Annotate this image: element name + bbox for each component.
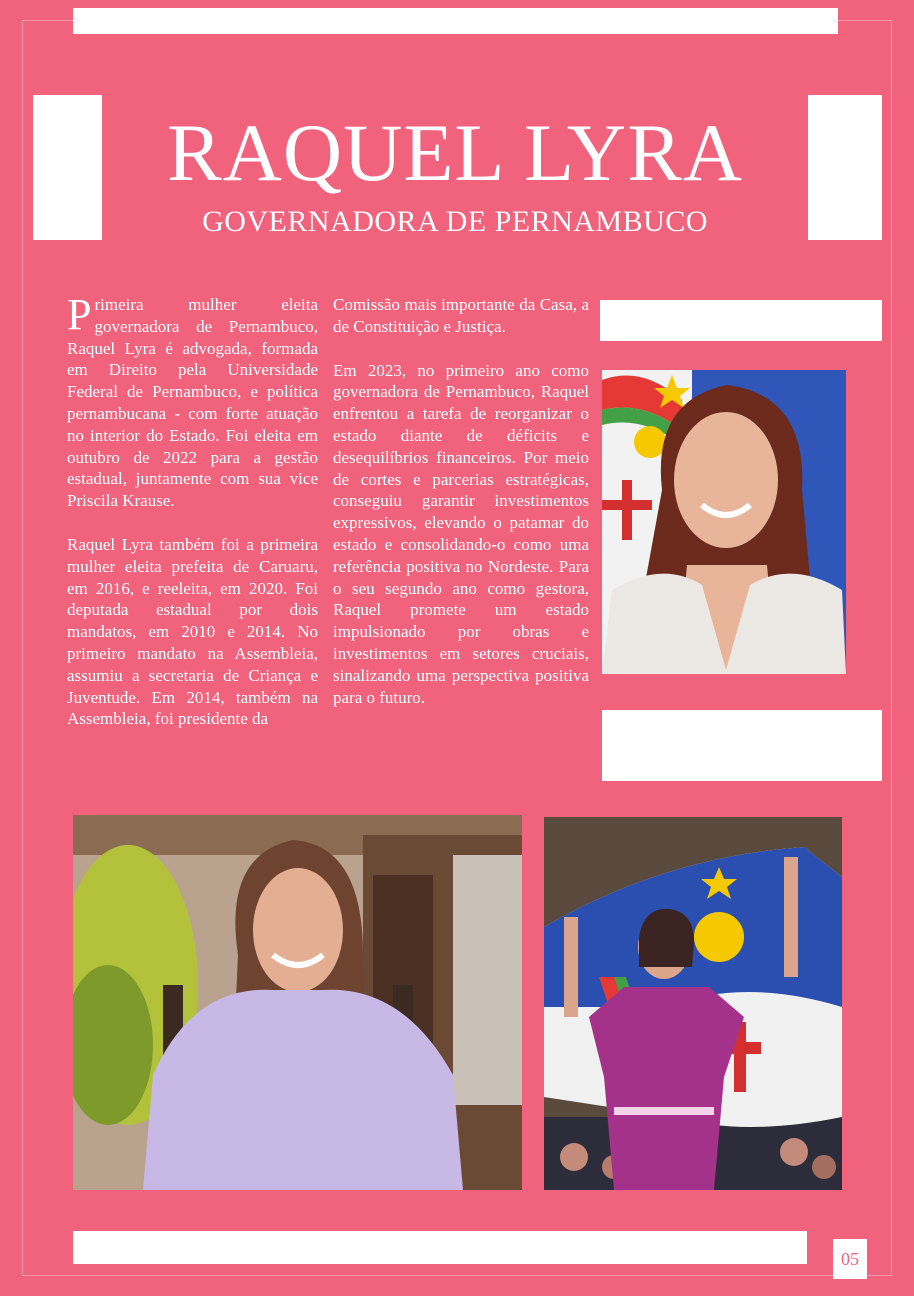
article-paragraph-4: Em 2023, no primeiro ano como governadora de Pernambuco, Raquel enfrentou a tarefa de reorganizar o estado diante de déficits e desequilíbrios financeiros. Por meio de cortes e parcerias estratégicas, conseguiu garantir investimentos expressivos, elevando o patamar do estado e consolidando-o como uma referência positiva no Nordeste. Para o seu segundo ano como gestora, Raquel promete um estado impulsionado por obras e investimentos em setores cruciais, sinalizando uma perspectiva positiva para o futuro. xyxy=(333,360,589,707)
portrait-photo xyxy=(602,370,846,674)
article-column-1 xyxy=(67,290,318,752)
sidebar-block-bottom xyxy=(602,710,882,781)
article-column-2 xyxy=(333,294,589,730)
article-paragraph-1 xyxy=(67,290,318,512)
sidebar-block-top xyxy=(600,300,882,341)
left-title-block xyxy=(33,95,102,240)
bottom-banner-block xyxy=(73,1231,807,1264)
article-paragraph-2: Raquel Lyra também foi a primeira mulher eleita prefeita de Caruaru, em 2016, e reeleita, em 2020. Foi deputada estadual por dois mandatos, em 2010 e 2014. No primeiro mandato na Assembleia, assumiu a secretaria de Criança e Juventude. Em 2014, também na Assembleia, foi presidente da xyxy=(67,534,318,729)
page-title: RAQUEL LYRA xyxy=(167,107,743,198)
article-paragraph-3: Comissão mais importante da Casa, a de Constituição e Justiça. xyxy=(333,295,589,336)
top-banner-block xyxy=(73,8,838,34)
drop-cap: P xyxy=(67,290,92,339)
page-number: 05 xyxy=(833,1239,867,1279)
paragraph-1-text: rimeira mulher eleita governadora de Pernambuco, Raquel Lyra é advogada, formada em Direito pela Universidade Federal de Pernambuco, e política pernambucana - com forte atuação no interior do Estado. Foi eleita em outubro de 2022 para a gestão estadual, juntamente com sua vice Priscila Krause. xyxy=(67,295,318,511)
page-subtitle: GOVERNADORA DE PERNAMBUCO xyxy=(202,205,708,238)
seated-photo xyxy=(73,815,522,1190)
flag-photo xyxy=(544,817,842,1190)
right-title-block xyxy=(808,95,882,240)
